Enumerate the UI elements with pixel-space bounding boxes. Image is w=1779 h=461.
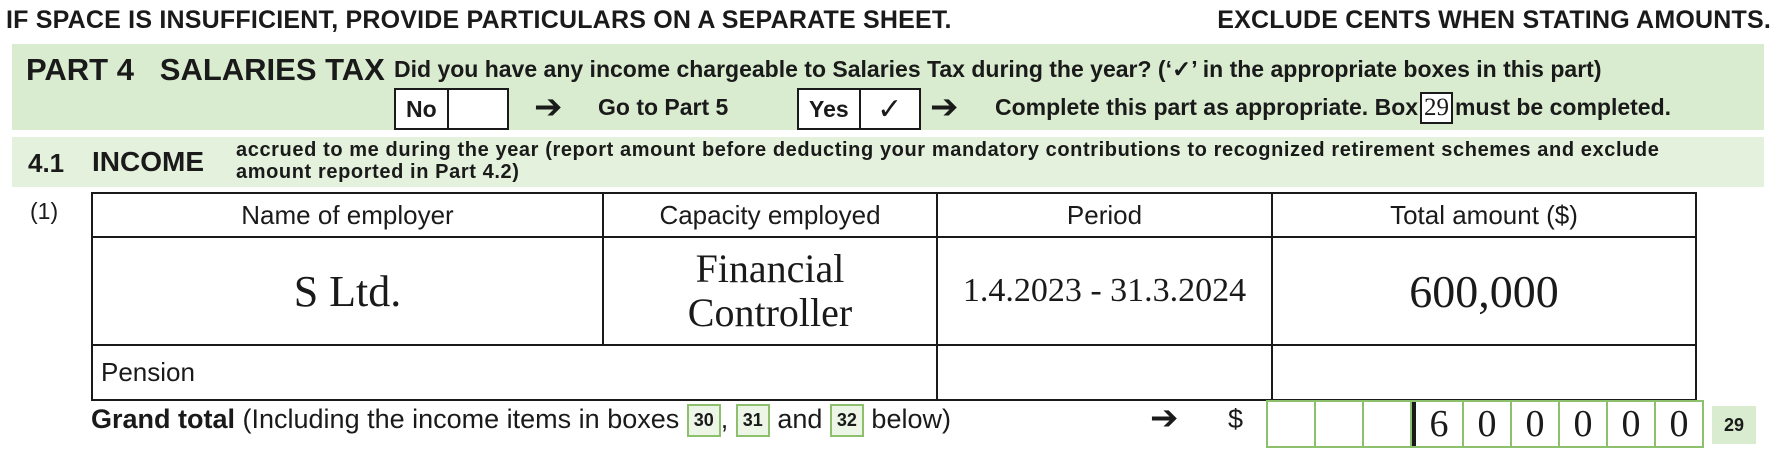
box-32-reference: 32 [830, 404, 864, 437]
box-31-reference: 31 [736, 404, 770, 437]
notice-insufficient-space: IF SPACE IS INSUFFICIENT, PROVIDE PARTICULARS ON A SEPARATE SHEET. [6, 6, 952, 34]
grand-total-text: (Including the income items in boxes [235, 404, 687, 434]
section-title: INCOME [92, 146, 204, 177]
section-number: 4.1 [28, 148, 65, 178]
arrow-right-icon: ➔ [534, 87, 563, 127]
salaries-tax-question: Did you have any income chargeable to Salaries Tax during the year? (‘✓’ in the appropriate boxes in this part) [394, 56, 1602, 82]
amount-field[interactable]: 600,000 [1272, 237, 1696, 345]
arrow-right-icon: ➔ [1150, 398, 1179, 438]
box-30-reference: 30 [687, 404, 721, 437]
no-instruction: Go to Part 5 [598, 94, 729, 120]
yes-instruction-text: Complete this part as appropriate. Box [995, 94, 1419, 120]
no-choice [394, 88, 509, 130]
capacity-value: Financial Controller [687, 246, 853, 335]
yes-instruction [995, 92, 1671, 124]
pension-row [92, 345, 1696, 400]
section-description: accrued to me during the year (report amount before deducting your mandatory contributions to recognized retirement schemes and exclude amount reported in Part 4.2) [236, 139, 1660, 183]
digit-box[interactable] [1316, 402, 1364, 446]
table-header-row [92, 193, 1696, 237]
pension-period-field[interactable] [937, 345, 1272, 400]
capacity-field[interactable] [603, 237, 937, 345]
yes-checkbox[interactable]: ✓ [877, 91, 903, 127]
col-header-period: Period [937, 193, 1272, 237]
yes-instruction-text-end: must be completed. [1455, 94, 1672, 120]
row-number: (1) [30, 198, 59, 224]
digit-box[interactable]: 0 [1560, 402, 1608, 446]
col-header-capacity: Capacity employed [603, 193, 937, 237]
table-row [92, 237, 1696, 345]
col-header-employer: Name of employer [92, 193, 603, 237]
arrow-right-icon: ➔ [930, 87, 959, 127]
no-label: No [396, 90, 449, 128]
part-title: PART 4 SALARIES TAX [26, 52, 385, 87]
employer-field[interactable]: S Ltd. [92, 237, 603, 345]
separator-comma: , [720, 404, 736, 434]
digit-box[interactable] [1364, 402, 1412, 446]
pension-amount-field[interactable] [1272, 345, 1696, 400]
employment-table [91, 192, 1697, 401]
grand-total-label [91, 404, 951, 437]
separator-and: and [769, 404, 830, 434]
digit-box[interactable] [1268, 402, 1316, 446]
digit-box[interactable]: 0 [1464, 402, 1512, 446]
grand-total-text-end: below) [863, 404, 951, 434]
period-field[interactable]: 1.4.2023 - 31.3.2024 [937, 237, 1272, 345]
no-checkbox[interactable] [449, 90, 507, 128]
pension-label: Pension [92, 345, 937, 400]
notice-exclude-cents: EXCLUDE CENTS WHEN STATING AMOUNTS. [1217, 6, 1771, 34]
digit-box[interactable]: 0 [1656, 402, 1702, 446]
box-code-29: 29 [1712, 406, 1756, 444]
digit-box[interactable]: 6 [1412, 402, 1464, 446]
yes-choice [797, 88, 921, 130]
yes-label: Yes [799, 90, 861, 128]
grand-total-title: Grand total [91, 404, 236, 434]
col-header-amount: Total amount ($) [1272, 193, 1696, 237]
currency-symbol: $ [1228, 404, 1244, 434]
digit-box[interactable]: 0 [1512, 402, 1560, 446]
grand-total-digit-boxes [1266, 400, 1704, 448]
digit-box[interactable]: 0 [1608, 402, 1656, 446]
box-29-reference: 29 [1420, 92, 1453, 124]
